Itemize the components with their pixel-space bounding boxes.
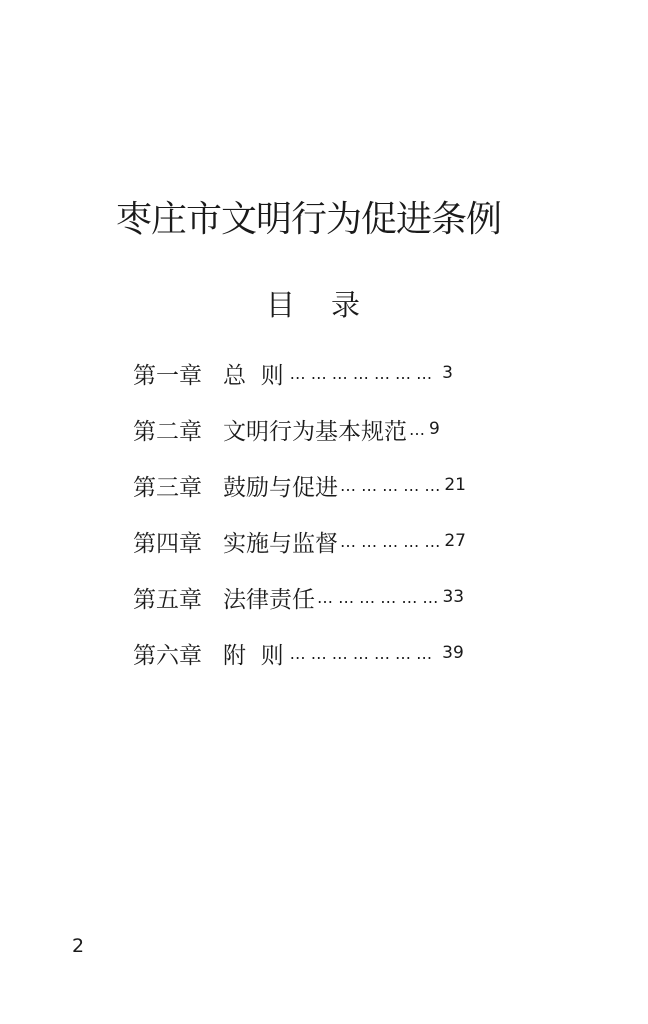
toc-chapter-title: 鼓励与促进 [223, 474, 338, 501]
toc-page-number: 33 [442, 587, 465, 607]
toc-entry-chapter-6[interactable] [133, 625, 478, 681]
toc-heading-char-2: 录 [331, 288, 361, 322]
toc-page-number: 9 [429, 419, 440, 439]
toc-chapter-title: 文明行为基本规范 [223, 418, 407, 445]
toc-chapter-title: 附 则 [223, 642, 284, 669]
toc-heading-char-1: 目 [266, 288, 296, 322]
toc-page-number: 3 [442, 363, 453, 383]
document-title: 枣庄市文明行为促进条例 [116, 199, 502, 240]
toc-leader-dots: … … … … … … … [289, 363, 433, 383]
toc-entry-chapter-5[interactable] [133, 569, 478, 625]
toc-leader-dots: … [409, 419, 425, 439]
toc-leader-dots: … … … … … [340, 475, 441, 495]
toc-page-number: 39 [442, 643, 464, 663]
toc-entry-chapter-4[interactable] [133, 513, 478, 569]
toc-page-number: 21 [444, 475, 466, 495]
toc-chapter-number: 第一章 [133, 362, 202, 389]
toc-chapter-title: 实施与监督 [223, 530, 338, 557]
toc-leader-dots: … … … … … [340, 531, 441, 551]
page-number: 2 [72, 935, 85, 957]
toc-entry-chapter-1[interactable] [133, 345, 478, 401]
toc-chapter-title: 法律责任 [223, 586, 315, 613]
toc-chapter-number: 第六章 [133, 642, 202, 669]
toc-chapter-number: 第二章 [133, 418, 202, 445]
toc-entry-chapter-3[interactable] [133, 457, 478, 513]
toc-chapter-number: 第三章 [133, 474, 202, 501]
toc-entry-chapter-2[interactable] [133, 401, 478, 457]
toc-leader-dots: … … … … … … [317, 587, 439, 607]
toc-chapter-number: 第四章 [133, 530, 202, 557]
toc-heading [266, 285, 360, 325]
table-of-contents [133, 345, 478, 681]
toc-chapter-title: 总 则 [223, 362, 284, 389]
toc-page-number: 27 [444, 531, 466, 551]
toc-leader-dots: … … … … … … … [289, 643, 433, 663]
toc-chapter-number: 第五章 [133, 586, 202, 613]
